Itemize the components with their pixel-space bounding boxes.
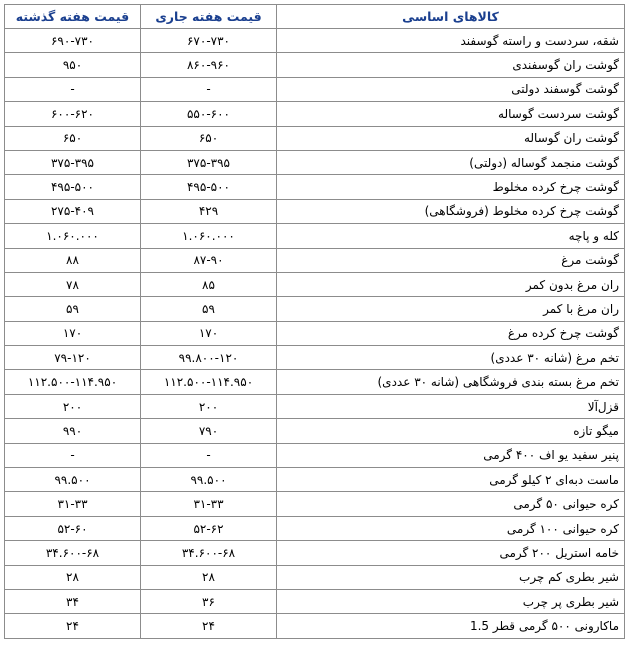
item-cell: گوشت منجمد گوساله (دولتی) — [277, 150, 625, 174]
item-cell: تخم مرغ بسته بندی فروشگاهی (شانه ۳۰ عددی) — [277, 370, 625, 394]
current-price-cell: - — [141, 443, 277, 467]
item-cell: ران مرغ بدون کمر — [277, 272, 625, 296]
table-row — [5, 297, 625, 321]
table-row — [5, 126, 625, 150]
item-cell: گوشت چرخ کرده مرغ — [277, 321, 625, 345]
current-price-cell: ۷۹۰ — [141, 419, 277, 443]
current-price-cell: ۱۱۲.۵۰۰-۱۱۴.۹۵۰ — [141, 370, 277, 394]
item-cell: کره حیوانی ۵۰ گرمی — [277, 492, 625, 516]
table-row — [5, 29, 625, 53]
last-price-cell: ۲۸ — [5, 565, 141, 589]
item-cell: تخم مرغ (شانه ۳۰ عددی) — [277, 346, 625, 370]
last-price-cell: ۱۷۰ — [5, 321, 141, 345]
table-row — [5, 468, 625, 492]
last-price-cell: ۹۹.۵۰۰ — [5, 468, 141, 492]
last-price-cell: ۶۰۰-۶۲۰ — [5, 102, 141, 126]
last-price-cell: ۴۹۵-۵۰۰ — [5, 175, 141, 199]
current-price-cell: ۴۲۹ — [141, 199, 277, 223]
item-cell: خامه استریل ۲۰۰ گرمی — [277, 541, 625, 565]
current-price-cell: ۹۹.۵۰۰ — [141, 468, 277, 492]
current-price-cell: ۸۶۰-۹۶۰ — [141, 53, 277, 77]
current-price-cell: ۳۷۵-۳۹۵ — [141, 150, 277, 174]
item-cell: ماست دبه‌ای ۲ کیلو گرمی — [277, 468, 625, 492]
last-price-cell: - — [5, 443, 141, 467]
last-price-cell: ۲۴ — [5, 614, 141, 638]
table-row — [5, 248, 625, 272]
current-price-cell: - — [141, 77, 277, 101]
item-cell: کله و پاچه — [277, 224, 625, 248]
last-price-cell: ۵۲-۶۰ — [5, 516, 141, 540]
last-price-cell: ۳۴.۶۰۰-۶۸ — [5, 541, 141, 565]
last-price-cell: ۳۱-۳۳ — [5, 492, 141, 516]
header-item: کالاهای اساسی — [277, 5, 625, 29]
last-price-cell: - — [5, 77, 141, 101]
table-body — [5, 29, 625, 639]
item-cell: گوشت مرغ — [277, 248, 625, 272]
table-row — [5, 565, 625, 589]
last-price-cell: ۵۹ — [5, 297, 141, 321]
table-row — [5, 614, 625, 638]
item-cell: پنیر سفید یو اف ۴۰۰ گرمی — [277, 443, 625, 467]
table-header — [5, 5, 625, 29]
last-price-cell: ۹۵۰ — [5, 53, 141, 77]
item-cell: شیر بطری کم چرب — [277, 565, 625, 589]
table-row — [5, 321, 625, 345]
last-price-cell: ۶۵۰ — [5, 126, 141, 150]
price-table-container — [4, 4, 624, 639]
item-cell: گوشت چرخ کرده مخلوط — [277, 175, 625, 199]
table-row — [5, 443, 625, 467]
current-price-cell: ۲۸ — [141, 565, 277, 589]
table-row — [5, 541, 625, 565]
current-price-cell: ۳۱-۳۳ — [141, 492, 277, 516]
price-table — [4, 4, 625, 639]
table-row — [5, 516, 625, 540]
table-row — [5, 589, 625, 613]
current-price-cell: ۱۷۰ — [141, 321, 277, 345]
table-row — [5, 175, 625, 199]
last-price-cell: ۳۷۵-۳۹۵ — [5, 150, 141, 174]
table-row — [5, 224, 625, 248]
current-price-cell: ۲۴ — [141, 614, 277, 638]
last-price-cell: ۶۹۰-۷۳۰ — [5, 29, 141, 53]
item-cell: گوشت چرخ کرده مخلوط (فروشگاهی) — [277, 199, 625, 223]
item-cell: شقه، سردست و راسته گوسفند — [277, 29, 625, 53]
last-price-cell: ۷۸ — [5, 272, 141, 296]
current-price-cell: ۸۷-۹۰ — [141, 248, 277, 272]
item-cell: گوشت سردست گوساله — [277, 102, 625, 126]
header-current-week: قیمت هفته جاری — [141, 5, 277, 29]
current-price-cell: ۲۰۰ — [141, 394, 277, 418]
table-row — [5, 199, 625, 223]
item-cell: ران مرغ با کمر — [277, 297, 625, 321]
item-cell: قزل‌آلا — [277, 394, 625, 418]
current-price-cell: ۶۵۰ — [141, 126, 277, 150]
table-row — [5, 419, 625, 443]
table-row — [5, 53, 625, 77]
item-cell: میگو تازه — [277, 419, 625, 443]
table-row — [5, 492, 625, 516]
header-last-week: قیمت هفته گذشته — [5, 5, 141, 29]
last-price-cell: ۸۸ — [5, 248, 141, 272]
item-cell: گوشت گوسفند دولتی — [277, 77, 625, 101]
current-price-cell: ۵۲-۶۲ — [141, 516, 277, 540]
table-row — [5, 272, 625, 296]
item-cell: گوشت ران گوساله — [277, 126, 625, 150]
table-row — [5, 394, 625, 418]
last-price-cell: ۱.۰۶۰.۰۰۰ — [5, 224, 141, 248]
last-price-cell: ۲۷۵-۴۰۹ — [5, 199, 141, 223]
last-price-cell: ۳۴ — [5, 589, 141, 613]
table-row — [5, 77, 625, 101]
table-row — [5, 370, 625, 394]
last-price-cell: ۹۹۰ — [5, 419, 141, 443]
item-cell: شیر بطری پر چرب — [277, 589, 625, 613]
current-price-cell: ۸۵ — [141, 272, 277, 296]
last-price-cell: ۷۹-۱۲۰ — [5, 346, 141, 370]
table-row — [5, 150, 625, 174]
current-price-cell: ۴۹۵-۵۰۰ — [141, 175, 277, 199]
item-cell: گوشت ران گوسفندی — [277, 53, 625, 77]
table-row — [5, 102, 625, 126]
current-price-cell: ۵۹ — [141, 297, 277, 321]
header-row — [5, 5, 625, 29]
current-price-cell: ۱.۰۶۰.۰۰۰ — [141, 224, 277, 248]
current-price-cell: ۵۵۰-۶۰۰ — [141, 102, 277, 126]
table-row — [5, 346, 625, 370]
current-price-cell: ۶۷۰-۷۳۰ — [141, 29, 277, 53]
current-price-cell: ۳۶ — [141, 589, 277, 613]
current-price-cell: ۳۴.۶۰۰-۶۸ — [141, 541, 277, 565]
item-cell: ماکارونی ۵۰۰ گرمی قطر 1.5 — [277, 614, 625, 638]
current-price-cell: ۹۹.۸۰۰-۱۲۰ — [141, 346, 277, 370]
last-price-cell: ۱۱۲.۵۰۰-۱۱۴.۹۵۰ — [5, 370, 141, 394]
item-cell: کره حیوانی ۱۰۰ گرمی — [277, 516, 625, 540]
last-price-cell: ۲۰۰ — [5, 394, 141, 418]
